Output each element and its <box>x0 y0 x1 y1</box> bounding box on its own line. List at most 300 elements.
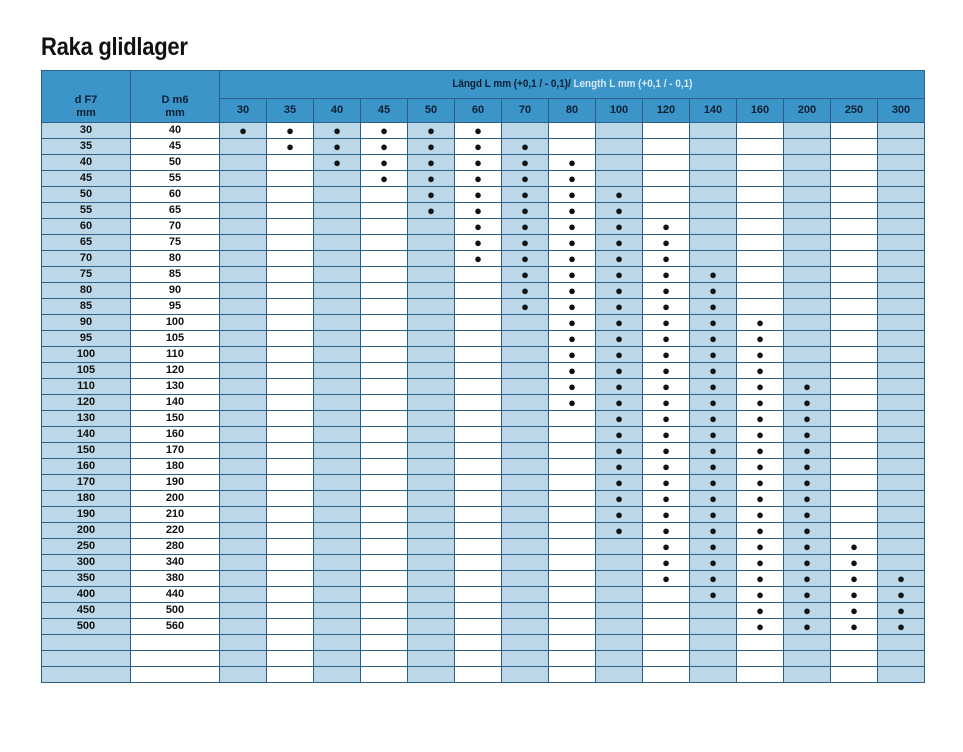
empty-cell <box>314 523 361 539</box>
available-dot: ● <box>643 459 690 475</box>
empty-cell <box>267 651 314 667</box>
empty-cell <box>690 651 737 667</box>
empty-cell <box>690 667 737 683</box>
empty-cell <box>314 651 361 667</box>
empty-cell <box>220 331 267 347</box>
table-row <box>42 603 925 619</box>
empty-cell <box>455 427 502 443</box>
empty-cell <box>737 651 784 667</box>
available-dot: ● <box>596 331 643 347</box>
available-dot: ● <box>643 555 690 571</box>
empty-cell <box>831 219 878 235</box>
available-dot: ● <box>737 523 784 539</box>
empty-cell <box>784 283 831 299</box>
empty-cell <box>737 155 784 171</box>
empty-cell <box>549 539 596 555</box>
available-dot: ● <box>502 139 549 155</box>
empty-cell <box>831 363 878 379</box>
empty-cell <box>408 283 455 299</box>
bore-diameter-cell: 200 <box>42 523 131 539</box>
empty-cell <box>408 507 455 523</box>
empty-cell <box>361 651 408 667</box>
empty-cell <box>549 427 596 443</box>
available-dot: ● <box>549 187 596 203</box>
available-dot: ● <box>737 443 784 459</box>
available-dot: ● <box>831 587 878 603</box>
empty-cell <box>267 555 314 571</box>
table-row <box>42 299 925 315</box>
empty-cell <box>220 315 267 331</box>
outer-diameter-cell: 220 <box>131 523 220 539</box>
available-dot: ● <box>784 555 831 571</box>
length-col-header: 40 <box>314 99 361 123</box>
empty-cell <box>361 587 408 603</box>
empty-cell <box>455 459 502 475</box>
empty-cell <box>831 203 878 219</box>
empty-cell <box>690 187 737 203</box>
available-dot: ● <box>643 299 690 315</box>
empty-cell <box>455 555 502 571</box>
available-dot: ● <box>408 155 455 171</box>
available-dot: ● <box>690 331 737 347</box>
empty-cell <box>361 667 408 683</box>
empty-cell <box>267 427 314 443</box>
empty-cell <box>408 411 455 427</box>
empty-cell <box>831 491 878 507</box>
available-dot: ● <box>596 395 643 411</box>
available-dot: ● <box>596 507 643 523</box>
empty-cell <box>267 347 314 363</box>
available-dot: ● <box>643 539 690 555</box>
outer-diameter-cell: 90 <box>131 283 220 299</box>
empty-cell <box>267 619 314 635</box>
empty-cell <box>549 651 596 667</box>
available-dot: ● <box>596 363 643 379</box>
table-row <box>42 395 925 411</box>
available-dot: ● <box>596 459 643 475</box>
available-dot: ● <box>737 347 784 363</box>
empty-cell <box>267 459 314 475</box>
empty-cell <box>831 523 878 539</box>
available-dot: ● <box>596 315 643 331</box>
empty-cell <box>737 667 784 683</box>
bore-diameter-cell: 400 <box>42 587 131 603</box>
bore-diameter-cell: 35 <box>42 139 131 155</box>
empty-cell <box>455 283 502 299</box>
table-row <box>42 155 925 171</box>
empty-cell <box>831 251 878 267</box>
table-row <box>42 347 925 363</box>
empty-cell <box>596 587 643 603</box>
available-dot: ● <box>549 347 596 363</box>
bore-diameter-cell: 70 <box>42 251 131 267</box>
empty-cell <box>784 667 831 683</box>
empty-cell <box>220 635 267 651</box>
empty-cell <box>878 427 925 443</box>
empty-cell <box>831 459 878 475</box>
bore-diameter-cell: 350 <box>42 571 131 587</box>
available-dot: ● <box>690 443 737 459</box>
available-dot: ● <box>784 603 831 619</box>
empty-cell <box>831 267 878 283</box>
empty-cell <box>361 331 408 347</box>
available-dot: ● <box>737 475 784 491</box>
empty-cell <box>502 331 549 347</box>
empty-cell <box>220 235 267 251</box>
table-row <box>42 507 925 523</box>
empty-cell <box>831 427 878 443</box>
table-row <box>42 459 925 475</box>
available-dot: ● <box>314 123 361 139</box>
available-dot: ● <box>361 171 408 187</box>
blank-row <box>42 635 925 651</box>
outer-diameter-header <box>131 71 220 123</box>
empty-cell <box>596 539 643 555</box>
empty-cell <box>737 235 784 251</box>
available-dot: ● <box>737 363 784 379</box>
available-dot: ● <box>643 347 690 363</box>
available-dot: ● <box>784 411 831 427</box>
empty-cell <box>878 667 925 683</box>
empty-cell <box>220 187 267 203</box>
empty-cell <box>361 475 408 491</box>
available-dot: ● <box>878 619 925 635</box>
available-dot: ● <box>502 283 549 299</box>
empty-cell <box>831 411 878 427</box>
available-dot: ● <box>502 203 549 219</box>
empty-cell <box>690 139 737 155</box>
empty-cell <box>408 523 455 539</box>
outer-diameter-cell: 160 <box>131 427 220 443</box>
empty-cell <box>314 507 361 523</box>
empty-cell <box>784 235 831 251</box>
length-col-header: 160 <box>737 99 784 123</box>
table-row <box>42 571 925 587</box>
available-dot: ● <box>549 363 596 379</box>
table-row <box>42 491 925 507</box>
empty-cell <box>267 171 314 187</box>
available-dot: ● <box>549 379 596 395</box>
outer-diameter-cell: 80 <box>131 251 220 267</box>
empty-cell <box>131 651 220 667</box>
empty-cell <box>737 283 784 299</box>
empty-cell <box>408 347 455 363</box>
empty-cell <box>502 491 549 507</box>
length-col-header: 300 <box>878 99 925 123</box>
empty-cell <box>831 635 878 651</box>
empty-cell <box>220 651 267 667</box>
empty-cell <box>267 251 314 267</box>
available-dot: ● <box>878 587 925 603</box>
empty-cell <box>455 667 502 683</box>
empty-cell <box>408 427 455 443</box>
bore-diameter-cell: 170 <box>42 475 131 491</box>
empty-cell <box>831 171 878 187</box>
available-dot: ● <box>596 283 643 299</box>
empty-cell <box>455 363 502 379</box>
outer-diameter-cell: 500 <box>131 603 220 619</box>
empty-cell <box>878 395 925 411</box>
empty-cell <box>596 555 643 571</box>
empty-cell <box>361 299 408 315</box>
available-dot: ● <box>878 603 925 619</box>
available-dot: ● <box>455 251 502 267</box>
empty-cell <box>267 283 314 299</box>
outer-diameter-cell: 55 <box>131 171 220 187</box>
table-row <box>42 539 925 555</box>
empty-cell <box>408 619 455 635</box>
available-dot: ● <box>549 267 596 283</box>
bore-diameter-cell: 40 <box>42 155 131 171</box>
bore-diameter-cell: 110 <box>42 379 131 395</box>
available-dot: ● <box>643 379 690 395</box>
empty-cell <box>455 539 502 555</box>
available-dot: ● <box>596 523 643 539</box>
empty-cell <box>878 491 925 507</box>
available-dot: ● <box>643 523 690 539</box>
table-row <box>42 523 925 539</box>
bore-diameter-cell: 300 <box>42 555 131 571</box>
empty-cell <box>455 299 502 315</box>
empty-cell <box>643 187 690 203</box>
available-dot: ● <box>361 123 408 139</box>
empty-cell <box>502 523 549 539</box>
empty-cell <box>831 379 878 395</box>
empty-cell <box>314 299 361 315</box>
blank-row <box>42 667 925 683</box>
empty-cell <box>314 171 361 187</box>
available-dot: ● <box>643 427 690 443</box>
available-dot: ● <box>690 411 737 427</box>
empty-cell <box>42 635 131 651</box>
empty-cell <box>690 155 737 171</box>
empty-cell <box>267 667 314 683</box>
empty-cell <box>878 555 925 571</box>
empty-cell <box>361 379 408 395</box>
empty-cell <box>784 187 831 203</box>
empty-cell <box>596 171 643 187</box>
empty-cell <box>549 475 596 491</box>
empty-cell <box>549 587 596 603</box>
empty-cell <box>361 187 408 203</box>
empty-cell <box>361 427 408 443</box>
empty-cell <box>690 635 737 651</box>
outer-diameter-cell: 440 <box>131 587 220 603</box>
available-dot: ● <box>737 539 784 555</box>
empty-cell <box>267 523 314 539</box>
empty-cell <box>878 507 925 523</box>
empty-cell <box>690 171 737 187</box>
empty-cell <box>408 331 455 347</box>
empty-cell <box>42 651 131 667</box>
empty-cell <box>690 251 737 267</box>
available-dot: ● <box>502 219 549 235</box>
empty-cell <box>220 155 267 171</box>
empty-cell <box>878 411 925 427</box>
available-dot: ● <box>784 539 831 555</box>
outer-diameter-cell: 190 <box>131 475 220 491</box>
available-dot: ● <box>784 459 831 475</box>
available-dot: ● <box>737 491 784 507</box>
empty-cell <box>267 603 314 619</box>
available-dot: ● <box>596 443 643 459</box>
empty-cell <box>549 523 596 539</box>
available-dot: ● <box>549 203 596 219</box>
available-dot: ● <box>643 443 690 459</box>
empty-cell <box>737 299 784 315</box>
bore-diameter-cell: 45 <box>42 171 131 187</box>
available-dot: ● <box>737 587 784 603</box>
empty-cell <box>267 571 314 587</box>
empty-cell <box>549 443 596 459</box>
empty-cell <box>220 443 267 459</box>
empty-cell <box>831 507 878 523</box>
empty-cell <box>455 379 502 395</box>
empty-cell <box>643 155 690 171</box>
empty-cell <box>784 267 831 283</box>
outer-diameter-cell: 40 <box>131 123 220 139</box>
available-dot: ● <box>690 523 737 539</box>
outer-diameter-label: D m6 <box>161 94 189 106</box>
empty-cell <box>643 139 690 155</box>
available-dot: ● <box>643 331 690 347</box>
empty-cell <box>878 379 925 395</box>
table-row <box>42 427 925 443</box>
available-dot: ● <box>737 571 784 587</box>
bore-diameter-cell: 120 <box>42 395 131 411</box>
empty-cell <box>878 299 925 315</box>
empty-cell <box>643 619 690 635</box>
empty-cell <box>643 123 690 139</box>
empty-cell <box>220 411 267 427</box>
empty-cell <box>361 539 408 555</box>
empty-cell <box>831 475 878 491</box>
table-row <box>42 315 925 331</box>
empty-cell <box>502 667 549 683</box>
empty-cell <box>131 635 220 651</box>
available-dot: ● <box>784 475 831 491</box>
available-dot: ● <box>455 123 502 139</box>
available-dot: ● <box>831 603 878 619</box>
empty-cell <box>455 315 502 331</box>
available-dot: ● <box>690 475 737 491</box>
empty-cell <box>455 619 502 635</box>
table-row <box>42 283 925 299</box>
available-dot: ● <box>408 203 455 219</box>
empty-cell <box>878 347 925 363</box>
available-dot: ● <box>737 395 784 411</box>
empty-cell <box>408 235 455 251</box>
empty-cell <box>596 571 643 587</box>
available-dot: ● <box>737 603 784 619</box>
available-dot: ● <box>784 571 831 587</box>
available-dot: ● <box>502 235 549 251</box>
length-col-header: 100 <box>596 99 643 123</box>
available-dot: ● <box>690 395 737 411</box>
table-row <box>42 619 925 635</box>
available-dot: ● <box>831 555 878 571</box>
available-dot: ● <box>784 395 831 411</box>
empty-cell <box>267 587 314 603</box>
empty-cell <box>831 315 878 331</box>
available-dot: ● <box>596 491 643 507</box>
empty-cell <box>455 635 502 651</box>
available-dot: ● <box>643 475 690 491</box>
empty-cell <box>455 587 502 603</box>
available-dot: ● <box>596 427 643 443</box>
outer-diameter-cell: 65 <box>131 203 220 219</box>
outer-diameter-cell: 280 <box>131 539 220 555</box>
available-dot: ● <box>690 427 737 443</box>
empty-cell <box>455 571 502 587</box>
empty-cell <box>361 523 408 539</box>
empty-cell <box>690 219 737 235</box>
empty-cell <box>408 571 455 587</box>
available-dot: ● <box>784 443 831 459</box>
length-col-header: 140 <box>690 99 737 123</box>
empty-cell <box>220 571 267 587</box>
length-col-header: 80 <box>549 99 596 123</box>
outer-diameter-cell: 50 <box>131 155 220 171</box>
empty-cell <box>220 283 267 299</box>
empty-cell <box>220 395 267 411</box>
empty-cell <box>878 443 925 459</box>
empty-cell <box>361 507 408 523</box>
empty-cell <box>267 443 314 459</box>
empty-cell <box>267 411 314 427</box>
empty-cell <box>596 635 643 651</box>
available-dot: ● <box>502 187 549 203</box>
empty-cell <box>878 155 925 171</box>
available-dot: ● <box>643 491 690 507</box>
available-dot: ● <box>596 251 643 267</box>
available-dot: ● <box>690 555 737 571</box>
empty-cell <box>361 315 408 331</box>
empty-cell <box>784 155 831 171</box>
empty-cell <box>784 251 831 267</box>
empty-cell <box>549 555 596 571</box>
empty-cell <box>784 635 831 651</box>
available-dot: ● <box>784 523 831 539</box>
empty-cell <box>267 315 314 331</box>
empty-cell <box>455 507 502 523</box>
empty-cell <box>220 379 267 395</box>
available-dot: ● <box>643 251 690 267</box>
empty-cell <box>408 651 455 667</box>
empty-cell <box>784 171 831 187</box>
empty-cell <box>502 459 549 475</box>
empty-cell <box>831 123 878 139</box>
empty-cell <box>878 171 925 187</box>
empty-cell <box>690 235 737 251</box>
empty-cell <box>267 507 314 523</box>
empty-cell <box>784 331 831 347</box>
available-dot: ● <box>314 155 361 171</box>
empty-cell <box>314 603 361 619</box>
empty-cell <box>267 299 314 315</box>
empty-cell <box>314 219 361 235</box>
outer-diameter-cell: 380 <box>131 571 220 587</box>
empty-cell <box>455 491 502 507</box>
empty-cell <box>502 507 549 523</box>
available-dot: ● <box>690 507 737 523</box>
bore-diameter-cell: 55 <box>42 203 131 219</box>
empty-cell <box>455 347 502 363</box>
table-row <box>42 587 925 603</box>
empty-cell <box>549 411 596 427</box>
available-dot: ● <box>220 123 267 139</box>
empty-cell <box>784 651 831 667</box>
